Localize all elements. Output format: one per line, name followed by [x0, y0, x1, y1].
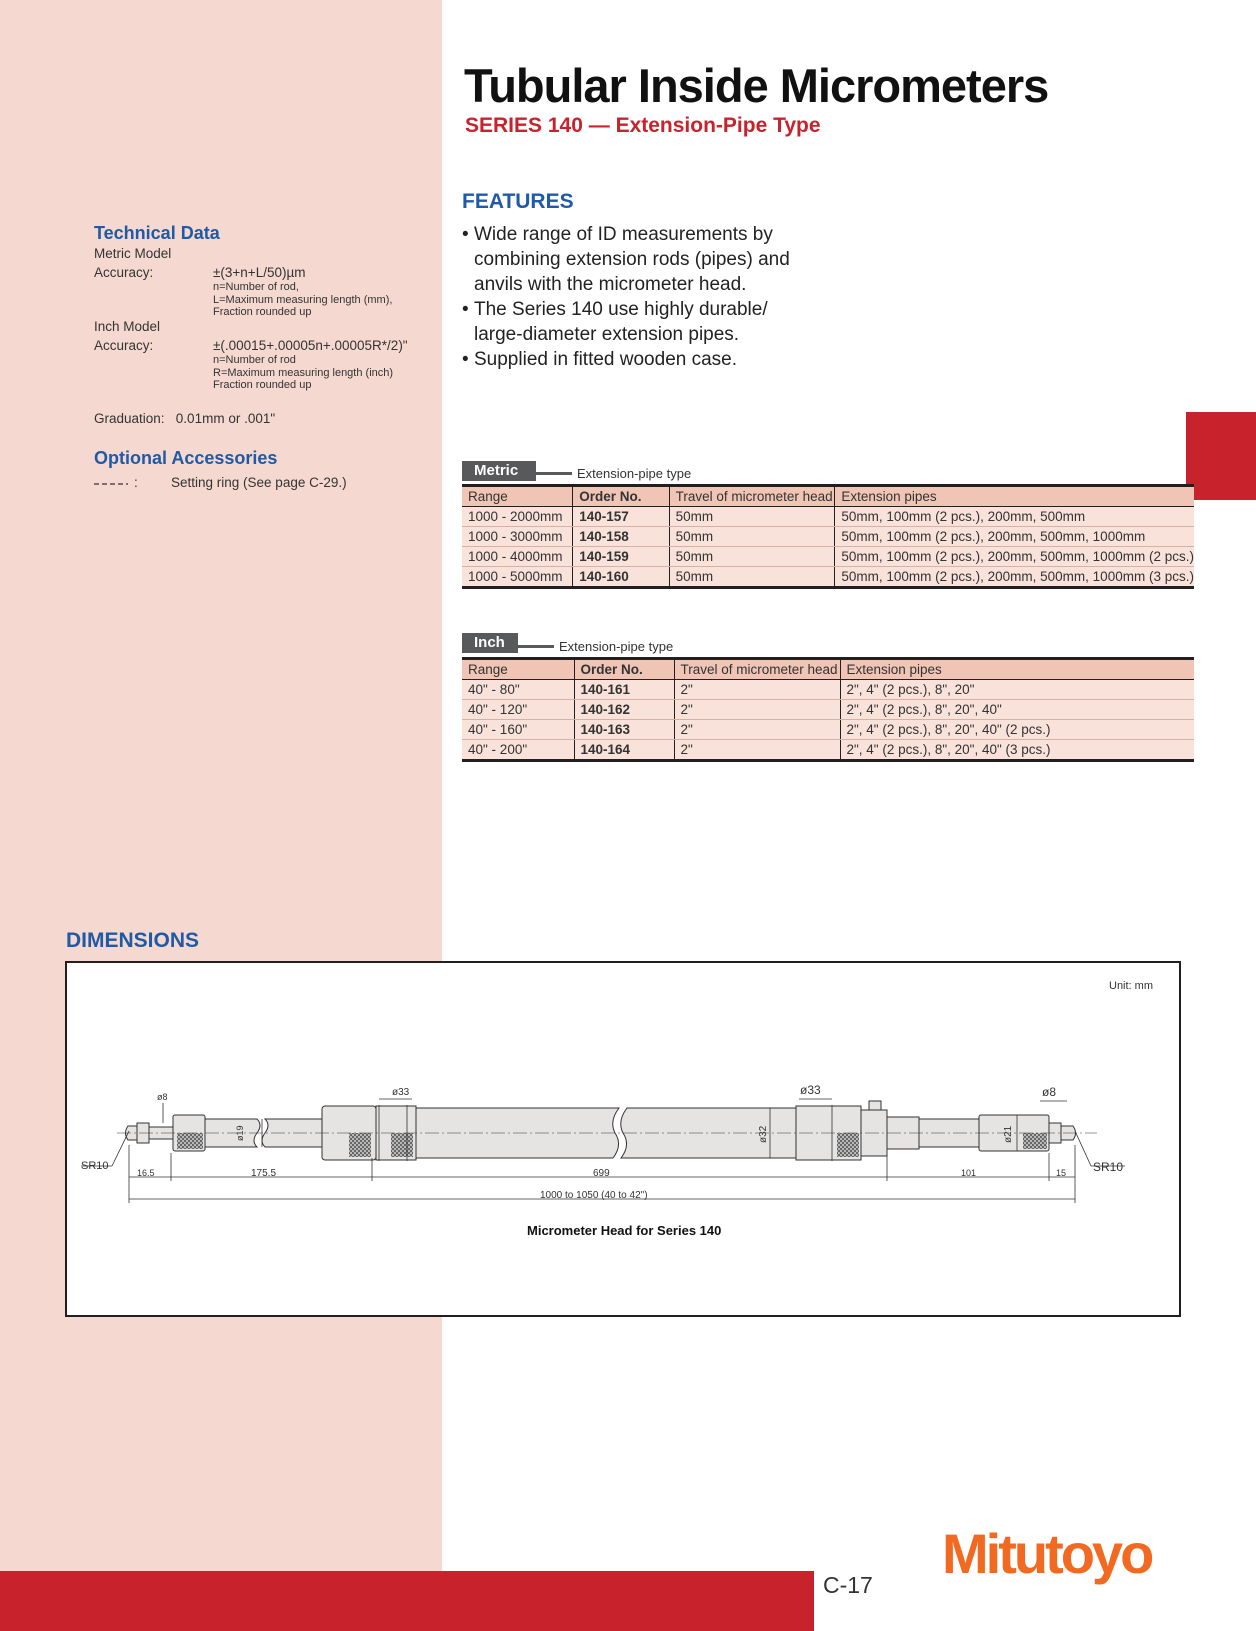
table-header-cell: Order No.	[574, 659, 674, 680]
inch-table	[462, 657, 1194, 762]
page-subtitle: SERIES 140 — Extension-Pipe Type	[465, 114, 821, 137]
inch-note: Fraction rounded up	[213, 379, 312, 391]
table-row	[462, 527, 1194, 547]
section-tab	[1186, 412, 1256, 500]
inch-accuracy-value: ±(.00015+.00005n+.00005R*/2)"	[213, 338, 408, 353]
table-header-cell: Travel of micrometer head	[674, 659, 840, 680]
accessory-symbol-colon: :	[134, 475, 138, 490]
dashed-line-symbol	[94, 478, 134, 488]
table-cell: 50mm, 100mm (2 pcs.), 200mm, 500mm	[835, 507, 1194, 527]
table-cell: 140-161	[574, 680, 674, 700]
page-title: Tubular Inside Micrometers	[464, 59, 1049, 112]
inch-model-label: Inch Model	[94, 319, 161, 334]
metric-note: L=Maximum measuring length (mm),	[213, 293, 393, 306]
table-header-cell: Extension pipes	[840, 659, 1194, 680]
mitutoyo-logo	[942, 1526, 1212, 1586]
table-cell: 2", 4" (2 pcs.), 8", 20", 40"	[840, 700, 1194, 720]
table-cell: 50mm, 100mm (2 pcs.), 200mm, 500mm, 1000mm	[835, 527, 1194, 547]
table-cell: 1000 - 3000mm	[462, 527, 573, 547]
feature-item: • Supplied in fitted wooden case.	[462, 347, 792, 372]
metric-note: n=Number of rod,	[213, 281, 299, 293]
table-cell: 50mm	[669, 527, 835, 547]
optional-accessories-heading: Optional Accessories	[94, 448, 278, 468]
inch-table-caption: Extension-pipe type	[559, 639, 674, 654]
micrometer-body	[126, 1101, 1076, 1160]
logo-text: Mitutoyo	[942, 1526, 1152, 1585]
table-cell: 40" - 160"	[462, 720, 574, 740]
metric-table-caption: Extension-pipe type	[577, 466, 692, 481]
metric-accuracy-value: ±(3+n+L/50)µm	[213, 265, 306, 280]
dim-label-d21: ø21	[1003, 1125, 1014, 1143]
accessory-item: Setting ring (See page C-29.)	[171, 475, 347, 490]
table-cell: 50mm, 100mm (2 pcs.), 200mm, 500mm, 1000mm (2 pcs.)	[835, 547, 1194, 567]
unit-label	[1109, 980, 1153, 992]
table-cell: 2", 4" (2 pcs.), 8", 20", 40" (3 pcs.)	[840, 740, 1194, 761]
table-header-cell: Travel of micrometer head	[669, 486, 835, 507]
table-cell: 2", 4" (2 pcs.), 8", 20", 40" (2 pcs.)	[840, 720, 1194, 740]
table-cell: 2", 4" (2 pcs.), 8", 20"	[840, 680, 1194, 700]
dim-label-d32: ø32	[758, 1125, 769, 1143]
table-cell: 50mm, 100mm (2 pcs.), 200mm, 500mm, 1000mm (3 pcs.)	[835, 567, 1194, 588]
table-row	[462, 680, 1194, 700]
inch-label-line	[518, 645, 554, 648]
table-cell: 140-162	[574, 700, 674, 720]
dim-label-699: 699	[593, 1168, 610, 1179]
metric-accuracy-label: Accuracy:	[94, 265, 154, 280]
graduation-text: Graduation: 0.01mm or .001"	[94, 411, 276, 426]
table-cell: 40" - 200"	[462, 740, 574, 761]
technical-data-heading: Technical Data	[94, 223, 220, 243]
table-cell: 40" - 80"	[462, 680, 574, 700]
dimensions-heading: DIMENSIONS	[66, 929, 200, 952]
table-row	[462, 740, 1194, 761]
dim-label-d19: ø19	[235, 1125, 245, 1141]
drawing-caption: Micrometer Head for Series 140	[527, 1223, 722, 1238]
unit-label-text: Unit: mm	[1109, 980, 1153, 992]
table-cell: 2"	[674, 680, 840, 700]
table-row	[462, 507, 1194, 527]
metric-model-label: Metric Model	[94, 246, 172, 261]
metric-table	[462, 484, 1194, 589]
metric-table-label: Metric	[462, 461, 536, 481]
table-row	[462, 700, 1194, 720]
table-cell: 140-157	[573, 507, 669, 527]
table-cell: 2"	[674, 700, 840, 720]
feature-item: • The Series 140 use highly durable/ large-diameter extension pipes.	[462, 297, 792, 347]
table-cell: 140-159	[573, 547, 669, 567]
feature-item: • Wide range of ID measurements by combining extension rods (pipes) and anvils with the micrometer head.	[462, 222, 792, 297]
table-cell: 140-164	[574, 740, 674, 761]
footer-bar	[0, 1571, 814, 1631]
table-cell: 50mm	[669, 567, 835, 588]
metric-note: Fraction rounded up	[213, 306, 312, 318]
table-cell: 1000 - 4000mm	[462, 547, 573, 567]
table-row	[462, 567, 1194, 588]
table-header-cell: Range	[462, 659, 574, 680]
table-cell: 2"	[674, 720, 840, 740]
features-list	[462, 222, 792, 372]
table-header-row	[462, 659, 1194, 680]
table-cell: 140-158	[573, 527, 669, 547]
dim-label-15: 15	[1056, 1168, 1067, 1178]
dim-label-d33-right: ø33	[800, 1083, 821, 1097]
table-header-row	[462, 486, 1194, 507]
dim-label-sr-left: SR10	[81, 1160, 109, 1172]
metric-label-line	[536, 472, 572, 475]
dim-label-d8-left: ø8	[157, 1092, 168, 1102]
inch-accuracy-label: Accuracy:	[94, 338, 154, 353]
dimensions-box	[65, 961, 1181, 1317]
table-cell: 1000 - 2000mm	[462, 507, 573, 527]
dimension-labels	[81, 1083, 1123, 1238]
inch-note: R=Maximum measuring length (inch)	[213, 366, 394, 379]
dim-label-16-5: 16.5	[137, 1168, 155, 1178]
table-row	[462, 720, 1194, 740]
dim-label-d33-left: ø33	[392, 1087, 410, 1098]
dim-label-175-5: 175.5	[251, 1168, 277, 1179]
table-header-cell: Order No.	[573, 486, 669, 507]
micrometer-drawing	[67, 963, 1179, 1315]
table-cell: 140-163	[574, 720, 674, 740]
table-row	[462, 547, 1194, 567]
table-cell: 140-160	[573, 567, 669, 588]
features-heading: FEATURES	[462, 190, 574, 213]
table-cell: 2"	[674, 740, 840, 761]
dim-label-d8-right: ø8	[1042, 1085, 1057, 1099]
side-panel	[0, 0, 442, 1631]
table-cell: 1000 - 5000mm	[462, 567, 573, 588]
table-cell: 50mm	[669, 507, 835, 527]
inch-note: n=Number of rod	[213, 354, 296, 366]
table-header-cell: Extension pipes	[835, 486, 1194, 507]
dim-label-sr-right: SR10	[1093, 1160, 1124, 1174]
table-cell: 40" - 120"	[462, 700, 574, 720]
dim-label-101: 101	[961, 1168, 977, 1178]
table-cell: 50mm	[669, 547, 835, 567]
dim-label-overall: 1000 to 1050 (40 to 42")	[540, 1190, 648, 1201]
table-header-cell: Range	[462, 486, 573, 507]
page-number: C-17	[823, 1572, 873, 1598]
inch-table-label: Inch	[462, 633, 518, 653]
